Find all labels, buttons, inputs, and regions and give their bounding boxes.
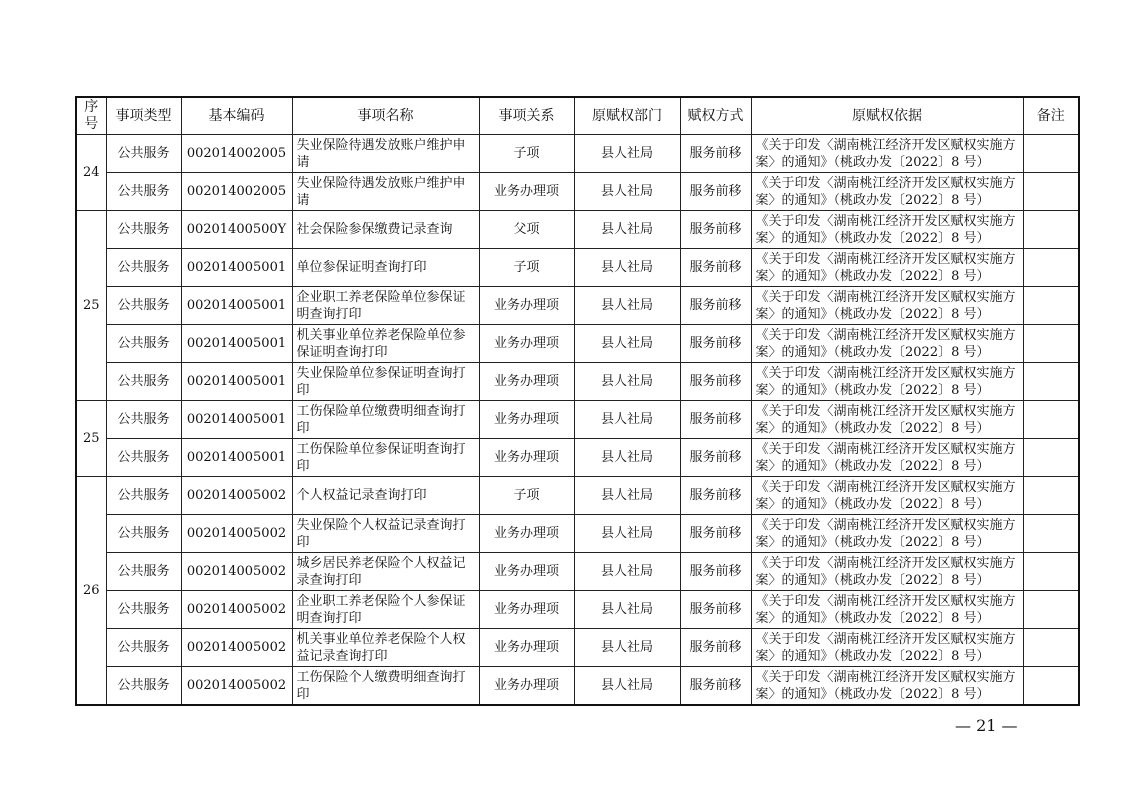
cell-method: 服务前移 bbox=[680, 439, 751, 477]
cell-code: 002014005002 bbox=[181, 515, 292, 553]
cell-code: 002014005002 bbox=[181, 553, 292, 591]
cell-basis: 《关于印发〈湖南桃江经济开发区赋权实施方案〉的通知》（桃政办发〔2022〕8 号） bbox=[751, 515, 1023, 553]
cell-name: 单位参保证明查询打印 bbox=[292, 249, 479, 287]
cell-relation: 子项 bbox=[479, 135, 574, 173]
table-row bbox=[76, 439, 1079, 477]
cell-type: 公共服务 bbox=[106, 591, 181, 629]
cell-relation: 父项 bbox=[479, 211, 574, 249]
table-header-row bbox=[76, 97, 1079, 135]
cell-name: 工伤保险单位缴费明细查询打印 bbox=[292, 401, 479, 439]
cell-note bbox=[1023, 591, 1079, 629]
cell-relation: 业务办理项 bbox=[479, 363, 574, 401]
table-row bbox=[76, 477, 1079, 515]
cell-basis: 《关于印发〈湖南桃江经济开发区赋权实施方案〉的通知》（桃政办发〔2022〕8 号） bbox=[751, 553, 1023, 591]
table-row bbox=[76, 325, 1079, 363]
cell-name: 个人权益记录查询打印 bbox=[292, 477, 479, 515]
cell-type: 公共服务 bbox=[106, 287, 181, 325]
header-basis: 原赋权依据 bbox=[751, 97, 1023, 135]
cell-method: 服务前移 bbox=[680, 135, 751, 173]
cell-method: 服务前移 bbox=[680, 591, 751, 629]
table-row bbox=[76, 363, 1079, 401]
table-row bbox=[76, 173, 1079, 211]
cell-dept: 县人社局 bbox=[574, 211, 680, 249]
cell-relation: 业务办理项 bbox=[479, 667, 574, 706]
table-row bbox=[76, 135, 1079, 173]
cell-note bbox=[1023, 515, 1079, 553]
cell-name: 失业保险待遇发放账户维护申请 bbox=[292, 135, 479, 173]
table-row bbox=[76, 591, 1079, 629]
cell-code: 00201400500Y bbox=[181, 211, 292, 249]
cell-method: 服务前移 bbox=[680, 249, 751, 287]
cell-code: 002014005001 bbox=[181, 439, 292, 477]
cell-dept: 县人社局 bbox=[574, 401, 680, 439]
cell-basis: 《关于印发〈湖南桃江经济开发区赋权实施方案〉的通知》（桃政办发〔2022〕8 号） bbox=[751, 439, 1023, 477]
cell-type: 公共服务 bbox=[106, 629, 181, 667]
cell-type: 公共服务 bbox=[106, 135, 181, 173]
cell-relation: 业务办理项 bbox=[479, 325, 574, 363]
page-number: — 21 — bbox=[955, 716, 1018, 735]
cell-type: 公共服务 bbox=[106, 173, 181, 211]
cell-method: 服务前移 bbox=[680, 211, 751, 249]
cell-type: 公共服务 bbox=[106, 401, 181, 439]
cell-name: 失业保险个人权益记录查询打印 bbox=[292, 515, 479, 553]
table-body bbox=[76, 135, 1079, 706]
cell-relation: 子项 bbox=[479, 249, 574, 287]
cell-code: 002014002005 bbox=[181, 173, 292, 211]
cell-note bbox=[1023, 287, 1079, 325]
cell-dept: 县人社局 bbox=[574, 173, 680, 211]
cell-method: 服务前移 bbox=[680, 477, 751, 515]
cell-relation: 子项 bbox=[479, 477, 574, 515]
cell-relation: 业务办理项 bbox=[479, 591, 574, 629]
cell-method: 服务前移 bbox=[680, 363, 751, 401]
cell-type: 公共服务 bbox=[106, 325, 181, 363]
cell-type: 公共服务 bbox=[106, 515, 181, 553]
cell-type: 公共服务 bbox=[106, 363, 181, 401]
cell-note bbox=[1023, 667, 1079, 706]
cell-basis: 《关于印发〈湖南桃江经济开发区赋权实施方案〉的通知》（桃政办发〔2022〕8 号） bbox=[751, 591, 1023, 629]
cell-relation: 业务办理项 bbox=[479, 553, 574, 591]
cell-type: 公共服务 bbox=[106, 249, 181, 287]
cell-name: 工伤保险个人缴费明细查询打印 bbox=[292, 667, 479, 706]
header-code: 基本编码 bbox=[181, 97, 292, 135]
cell-method: 服务前移 bbox=[680, 287, 751, 325]
cell-note bbox=[1023, 439, 1079, 477]
cell-note bbox=[1023, 629, 1079, 667]
header-type: 事项类型 bbox=[106, 97, 181, 135]
cell-note bbox=[1023, 173, 1079, 211]
cell-dept: 县人社局 bbox=[574, 135, 680, 173]
cell-basis: 《关于印发〈湖南桃江经济开发区赋权实施方案〉的通知》（桃政办发〔2022〕8 号） bbox=[751, 667, 1023, 706]
table-row bbox=[76, 287, 1079, 325]
cell-basis: 《关于印发〈湖南桃江经济开发区赋权实施方案〉的通知》（桃政办发〔2022〕8 号） bbox=[751, 401, 1023, 439]
cell-dept: 县人社局 bbox=[574, 515, 680, 553]
cell-type: 公共服务 bbox=[106, 211, 181, 249]
cell-code: 002014005001 bbox=[181, 363, 292, 401]
header-note: 备注 bbox=[1023, 97, 1079, 135]
table-row bbox=[76, 211, 1079, 249]
cell-idx: 26 bbox=[76, 477, 106, 706]
cell-dept: 县人社局 bbox=[574, 439, 680, 477]
cell-basis: 《关于印发〈湖南桃江经济开发区赋权实施方案〉的通知》（桃政办发〔2022〕8 号） bbox=[751, 211, 1023, 249]
cell-code: 002014005002 bbox=[181, 667, 292, 706]
cell-idx: 25 bbox=[76, 211, 106, 401]
cell-dept: 县人社局 bbox=[574, 287, 680, 325]
cell-name: 城乡居民养老保险个人权益记录查询打印 bbox=[292, 553, 479, 591]
cell-dept: 县人社局 bbox=[574, 325, 680, 363]
cell-idx: 24 bbox=[76, 135, 106, 211]
cell-method: 服务前移 bbox=[680, 325, 751, 363]
cell-code: 002014005001 bbox=[181, 287, 292, 325]
cell-name: 企业职工养老保险单位参保证明查询打印 bbox=[292, 287, 479, 325]
table-row bbox=[76, 401, 1079, 439]
cell-name: 机关事业单位养老保险单位参保证明查询打印 bbox=[292, 325, 479, 363]
cell-type: 公共服务 bbox=[106, 667, 181, 706]
table-row bbox=[76, 249, 1079, 287]
cell-note bbox=[1023, 249, 1079, 287]
cell-name: 机关事业单位养老保险个人权益记录查询打印 bbox=[292, 629, 479, 667]
cell-note bbox=[1023, 211, 1079, 249]
cell-note bbox=[1023, 477, 1079, 515]
cell-code: 002014005002 bbox=[181, 477, 292, 515]
cell-code: 002014002005 bbox=[181, 135, 292, 173]
cell-dept: 县人社局 bbox=[574, 553, 680, 591]
header-relation: 事项关系 bbox=[479, 97, 574, 135]
header-method: 赋权方式 bbox=[680, 97, 751, 135]
table-row bbox=[76, 629, 1079, 667]
table-row bbox=[76, 515, 1079, 553]
header-dept: 原赋权部门 bbox=[574, 97, 680, 135]
cell-note bbox=[1023, 401, 1079, 439]
cell-idx: 25 bbox=[76, 401, 106, 477]
cell-method: 服务前移 bbox=[680, 515, 751, 553]
cell-note bbox=[1023, 325, 1079, 363]
cell-type: 公共服务 bbox=[106, 477, 181, 515]
cell-basis: 《关于印发〈湖南桃江经济开发区赋权实施方案〉的通知》（桃政办发〔2022〕8 号） bbox=[751, 249, 1023, 287]
cell-code: 002014005001 bbox=[181, 249, 292, 287]
cell-code: 002014005002 bbox=[181, 629, 292, 667]
cell-basis: 《关于印发〈湖南桃江经济开发区赋权实施方案〉的通知》（桃政办发〔2022〕8 号） bbox=[751, 287, 1023, 325]
cell-basis: 《关于印发〈湖南桃江经济开发区赋权实施方案〉的通知》（桃政办发〔2022〕8 号） bbox=[751, 325, 1023, 363]
cell-relation: 业务办理项 bbox=[479, 401, 574, 439]
table-row bbox=[76, 553, 1079, 591]
cell-relation: 业务办理项 bbox=[479, 439, 574, 477]
cell-note bbox=[1023, 553, 1079, 591]
cell-type: 公共服务 bbox=[106, 553, 181, 591]
cell-code: 002014005001 bbox=[181, 325, 292, 363]
cell-name: 失业保险待遇发放账户维护申请 bbox=[292, 173, 479, 211]
authorization-table bbox=[75, 96, 1080, 706]
cell-code: 002014005002 bbox=[181, 591, 292, 629]
cell-note bbox=[1023, 135, 1079, 173]
cell-method: 服务前移 bbox=[680, 667, 751, 706]
cell-dept: 县人社局 bbox=[574, 667, 680, 706]
cell-dept: 县人社局 bbox=[574, 591, 680, 629]
cell-relation: 业务办理项 bbox=[479, 287, 574, 325]
cell-method: 服务前移 bbox=[680, 401, 751, 439]
cell-dept: 县人社局 bbox=[574, 477, 680, 515]
cell-basis: 《关于印发〈湖南桃江经济开发区赋权实施方案〉的通知》（桃政办发〔2022〕8 号） bbox=[751, 363, 1023, 401]
header-name: 事项名称 bbox=[292, 97, 479, 135]
cell-name: 工伤保险单位参保证明查询打印 bbox=[292, 439, 479, 477]
cell-method: 服务前移 bbox=[680, 629, 751, 667]
cell-type: 公共服务 bbox=[106, 439, 181, 477]
cell-name: 社会保险参保缴费记录查询 bbox=[292, 211, 479, 249]
cell-name: 失业保险单位参保证明查询打印 bbox=[292, 363, 479, 401]
cell-dept: 县人社局 bbox=[574, 629, 680, 667]
cell-dept: 县人社局 bbox=[574, 249, 680, 287]
cell-method: 服务前移 bbox=[680, 553, 751, 591]
cell-relation: 业务办理项 bbox=[479, 173, 574, 211]
cell-basis: 《关于印发〈湖南桃江经济开发区赋权实施方案〉的通知》（桃政办发〔2022〕8 号） bbox=[751, 173, 1023, 211]
cell-basis: 《关于印发〈湖南桃江经济开发区赋权实施方案〉的通知》（桃政办发〔2022〕8 号） bbox=[751, 629, 1023, 667]
cell-note bbox=[1023, 363, 1079, 401]
cell-name: 企业职工养老保险个人参保证明查询打印 bbox=[292, 591, 479, 629]
cell-relation: 业务办理项 bbox=[479, 629, 574, 667]
header-idx: 序号 bbox=[76, 97, 106, 135]
cell-code: 002014005001 bbox=[181, 401, 292, 439]
cell-relation: 业务办理项 bbox=[479, 515, 574, 553]
cell-basis: 《关于印发〈湖南桃江经济开发区赋权实施方案〉的通知》（桃政办发〔2022〕8 号） bbox=[751, 135, 1023, 173]
table-row bbox=[76, 667, 1079, 706]
cell-method: 服务前移 bbox=[680, 173, 751, 211]
cell-dept: 县人社局 bbox=[574, 363, 680, 401]
cell-basis: 《关于印发〈湖南桃江经济开发区赋权实施方案〉的通知》（桃政办发〔2022〕8 号） bbox=[751, 477, 1023, 515]
